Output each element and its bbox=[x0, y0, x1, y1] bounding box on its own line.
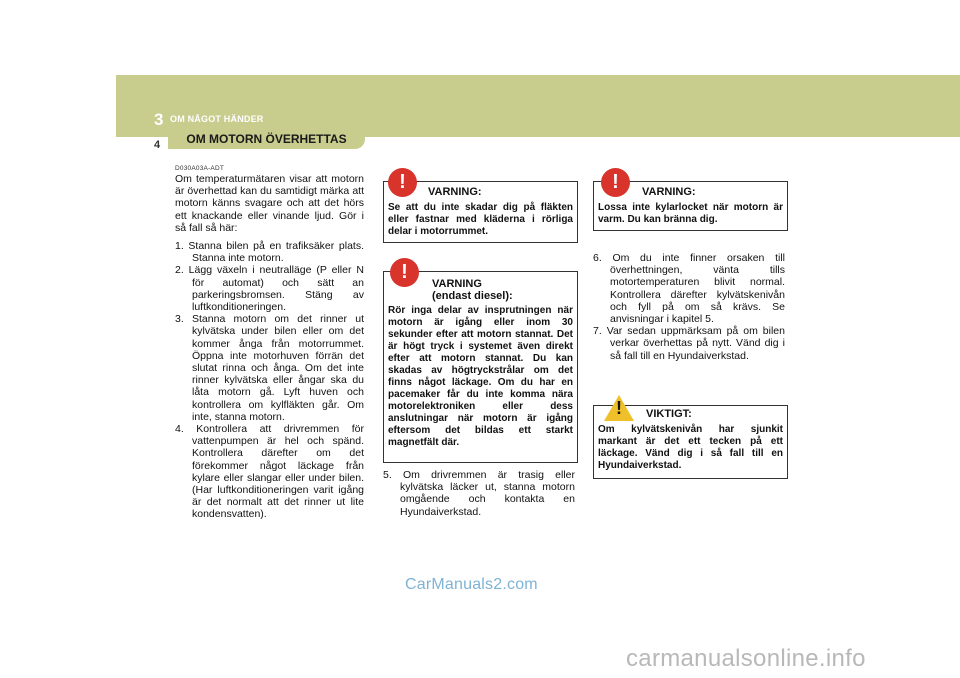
warning-box-diesel bbox=[383, 271, 578, 463]
section-title: OM MOTORN ÖVERHETTAS bbox=[186, 132, 347, 146]
warning-body: Rör inga delar av insprutningen när motorn är igång eller inom 30 sekunder efter att motorn stannat. Det är högt tryck i systemet även direkt efter att motorn stannat. Du kan skadas av högtryckstrålar om det finns något läckage. Om du har en pacemaker får du inte komma nära motorelektroniken eller dess anslutningar när motorn är igång eftersom det bildas ett starkt magnetfält där. bbox=[388, 305, 573, 448]
warning-icon: ! bbox=[388, 168, 417, 197]
list-item: 1. Stanna bilen på en trafiksäker plats. Stanna inte motorn. bbox=[175, 240, 364, 265]
warning-icon: ! bbox=[601, 168, 630, 197]
column-main-text bbox=[175, 165, 364, 521]
warning-heading: VARNING: bbox=[428, 186, 482, 198]
list-item: 3. Stanna motorn om det rinner ut kylvätska under bilen eller om det kommer ånga från motorrummet. Öppna inte motorhuven förrän det slutat rinna och ånga. Om det inte rinner kylvätska eller ångar ska du låta motorn gå. Lyft huven och kontrollera om kylfläkten går. Om inte, stanna motorn. bbox=[175, 313, 364, 423]
section-tab bbox=[168, 129, 365, 149]
header-band bbox=[116, 75, 960, 137]
warning-subheading: (endast diesel): bbox=[432, 290, 513, 302]
watermark-bottom: carmanualsonline.info bbox=[626, 645, 866, 672]
warning-body: Lossa inte kylarlocket när motorn är varm. Du kan bränna dig. bbox=[598, 202, 783, 225]
list-item: 5. Om drivremmen är trasig eller kylvätska läcker ut, stanna motorn omgående och kontakta en Hyundaiverkstad. bbox=[383, 469, 575, 518]
caution-heading: VIKTIGT: bbox=[646, 408, 692, 420]
steps-6-7 bbox=[593, 252, 785, 362]
list-item: 4. Kontrollera att drivremmen för vattenpumpen är hel och spänd. Kontrollera därefter om det förekommer något läckage från kylare eller slangar eller under bilen. (Har luftkonditioneringen varit igång är det normalt att det rinner ut lite kondensvatten). bbox=[175, 423, 364, 521]
warning-heading: VARNING bbox=[432, 278, 482, 290]
list-item: 7. Var sedan uppmärksam på om bilen verkar överhettas på nytt. Vänd dig i så fall till en Hyundaiverkstad. bbox=[593, 325, 785, 362]
step-5-paragraph bbox=[383, 469, 575, 518]
caution-triangle-icon bbox=[604, 395, 634, 421]
warning-icon: ! bbox=[390, 258, 419, 287]
warning-heading: VARNING: bbox=[642, 186, 696, 198]
caution-exclamation: ! bbox=[616, 398, 622, 418]
document-code: D030A03A-ADT bbox=[175, 165, 225, 172]
list-item: 6. Om du inte finner orsaken till överhettningen, vänta tills motortemperaturen blivit normal. Kontrollera därefter kylvätskenivån och fyll på om så krävs. Se anvisningar i kapitel 5. bbox=[593, 252, 785, 326]
warning-body: Se att du inte skadar dig på fläkten eller fastnar med kläderna i rörliga delar i motorrummet. bbox=[388, 202, 573, 237]
steps-list bbox=[175, 240, 364, 521]
intro-paragraph: Om temperaturmätaren visar att motorn är överhettad kan du samtidigt märka att motorn känns svagare och att det hörs ett knackande eller vinande ljud. Gör i så fall så här: bbox=[175, 173, 364, 234]
list-item: 2. Lägg växeln i neutralläge (P eller N för automat) och sätt an parkeringsbromsen. Stäng av luftkonditioneringen. bbox=[175, 264, 364, 314]
watermark-top: CarManuals2.com bbox=[405, 576, 538, 593]
page-number: 4 bbox=[154, 139, 161, 151]
chapter-number: 3 bbox=[154, 110, 164, 129]
chapter-title: OM NÅGOT HÄNDER bbox=[170, 114, 264, 124]
caution-body: Om kylvätskenivån har sjunkit markant är det ett tecken på ett läckage. Vänd dig i så fall till en Hyundaiverkstad. bbox=[598, 424, 783, 471]
